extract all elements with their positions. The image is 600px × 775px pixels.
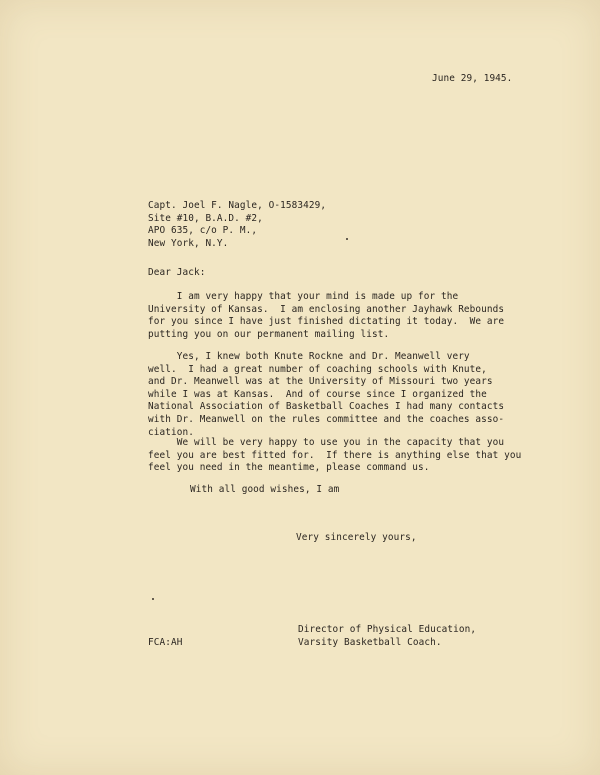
address-line: Site #10, B.A.D. #2, — [148, 212, 263, 224]
paragraph-line: ciation. — [148, 426, 194, 438]
paragraph-3 — [148, 437, 521, 475]
recipient-address — [148, 200, 326, 250]
address-line: Capt. Joel F. Nagle, O-1583429, — [148, 200, 327, 211]
good-wishes: With all good wishes, I am — [190, 484, 340, 495]
paragraph-line: National Association of Basketball Coaches I had many contacts — [148, 401, 505, 413]
paragraph-line: well. I had a great number of coaching schools with Knute, — [148, 363, 487, 375]
paragraph-line: University of Kansas. I am enclosing another Jayhawk Rebounds — [148, 303, 505, 315]
paragraph-line: feel you are best fitted for. If there is anything else that you — [148, 449, 522, 461]
letter-date: June 29, 1945. — [432, 73, 513, 84]
paragraph-line: putting you on our permanent mailing list. — [148, 328, 390, 340]
signature-title — [298, 624, 476, 649]
paragraph-line: feel you need in the meantime, please command us. — [148, 462, 430, 474]
closing: Very sincerely yours, — [296, 532, 417, 543]
salutation: Dear Jack: — [148, 267, 206, 278]
title-line: Director of Physical Education, — [298, 624, 477, 635]
paragraph-2 — [148, 351, 504, 439]
paragraph-line: I am very happy that your mind is made up for the — [148, 291, 459, 302]
paragraph-1 — [148, 291, 504, 341]
paragraph-line: Yes, I knew both Knute Rockne and Dr. Meanwell very — [148, 351, 470, 362]
paragraph-line: for you since I have just finished dictating it today. We are — [148, 316, 505, 328]
title-line: Varsity Basketball Coach. — [298, 636, 442, 648]
paragraph-line: with Dr. Meanwell on the rules committee and the coaches asso- — [148, 413, 505, 425]
reference-initials: FCA:AH — [148, 637, 183, 648]
paragraph-line: We will be very happy to use you in the capacity that you — [148, 437, 505, 448]
paragraph-line: and Dr. Meanwell was at the University of Missouri two years — [148, 376, 493, 388]
paragraph-line: while I was at Kansas. And of course since I organized the — [148, 388, 487, 400]
address-line: APO 635, c/o P. M., — [148, 225, 258, 237]
ink-spot — [346, 238, 348, 240]
ink-spot — [152, 598, 154, 600]
address-line: New York, N.Y. — [148, 237, 229, 249]
